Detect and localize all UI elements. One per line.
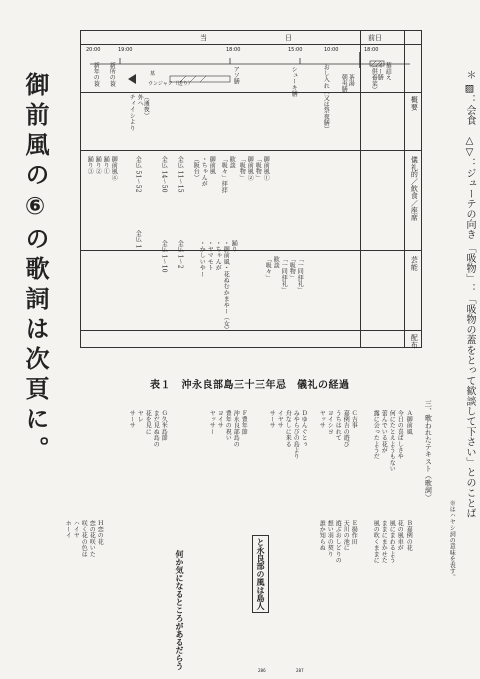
lyric-line: まだ見ぬ島の — [152, 410, 160, 448]
event-label: おし入れ（又は祭夜膳） — [322, 64, 330, 133]
day-label-mid: 日 — [285, 34, 292, 42]
lyric-line: 風にまわるよう — [388, 520, 396, 564]
lyric-line: 露に会ったようだ — [372, 410, 380, 460]
handwritten-note: 御前風の⑥の歌詞は次頁に。 — [21, 72, 49, 466]
lyric-line: ヤッサ — [318, 410, 326, 429]
lyric-title: Ｅ揚作田 — [350, 520, 358, 545]
lyric-line: 遊ぶおしどりの — [334, 520, 342, 564]
lyric-line: 天川の池に — [342, 520, 350, 551]
header-note: ＊ ▨：会食 △▽：ジューテの向き 「吸物」：「吸物の蓋をとって歓談して下さい」とのことば — [464, 70, 475, 519]
song-entry: 御前風② — [246, 156, 254, 181]
lyric-line: 蕾んでいる花が — [380, 410, 388, 454]
page-number-left: 286 — [258, 668, 266, 673]
lyric-line: 風の吹くままに — [372, 520, 380, 564]
song-entry: 全広 11～15 — [176, 156, 184, 193]
song-entry: 踊り③ — [86, 156, 94, 175]
lyric-line: 想い羽の契り — [326, 520, 334, 558]
lyric-title: Ｈ恋の花 — [96, 520, 104, 545]
event-label: 墓 — [150, 71, 156, 77]
song-entry: 全広 51～52 — [134, 156, 142, 193]
lyric-title: Ａ御前風 — [405, 410, 413, 435]
song-entry: 「吸々」拝拝 — [220, 156, 228, 194]
song-entry: ・かしいやー — [198, 240, 206, 278]
day-label-1: 前日 — [368, 34, 382, 42]
time-label: 15:00 — [288, 47, 303, 53]
section-title: 三、歌われたテキスト（歌詞） — [424, 400, 433, 501]
time-label: 10:00 — [324, 47, 339, 53]
row-header-summary: 概要 — [410, 96, 419, 111]
event-label: （供養菜） — [370, 62, 378, 93]
lyric-line: 花の風車が — [396, 520, 404, 551]
event-label: 茶湯 — [347, 74, 355, 87]
event-label: ウンジャク（送り） — [148, 81, 193, 87]
item-label: 新所の蓑 — [108, 62, 116, 87]
song-entry: 踊り — [230, 240, 238, 253]
lyric-title: Ｆ豊年節 — [240, 410, 248, 435]
right-note: ※はハヤシ詞の意味を表す。 — [448, 500, 456, 581]
time-label: 18:00 — [226, 47, 241, 53]
song-entry: 「一同拝礼」 — [280, 256, 288, 294]
song-entry: 全広 14～50 — [160, 156, 168, 193]
lyric-line: ままにまかせた — [380, 520, 388, 564]
lyric-line: 舟なしに来る — [284, 410, 292, 448]
song-entry: 全広 1 — [134, 230, 142, 249]
song-entry: 歓談 — [228, 156, 236, 169]
row-header-music: 芸能 — [410, 256, 419, 271]
time-label: 20:00 — [86, 47, 101, 53]
song-entry: 「吸物」 — [238, 156, 246, 181]
event-label: 朝夷膳 — [340, 74, 348, 93]
lyric-title: Ｃ吉事 — [350, 410, 358, 429]
song-entry: 全広 1～2 — [176, 240, 184, 269]
song-entry: 全広 1～10 — [160, 240, 168, 273]
lyric-line: ハイヤ — [72, 520, 80, 539]
lyric-line: 沖永良部島の — [232, 410, 240, 448]
handwritten-bottom-note: 何か気になるところがあるだらう — [175, 550, 184, 670]
lyric-line: 今日の喜ばしさや — [396, 410, 404, 460]
song-entry: 「吸々」 — [264, 256, 272, 281]
lyric-line: 嘉例吉の遊び — [342, 410, 350, 448]
lyric-line: 何にたとえようもない — [388, 410, 396, 472]
lyric-title: Ｇ久米島節 — [160, 410, 168, 441]
lyric-line: うちはれて — [334, 410, 342, 441]
lyric-line: 花を見に — [144, 410, 152, 435]
song-entry: 踊り② — [94, 156, 102, 175]
item-label: チィイシより — [128, 94, 136, 132]
item-label: 新年の蓑 — [92, 62, 100, 87]
event-label: イー膳 — [376, 62, 384, 81]
row-header-layout: 配布 — [410, 334, 419, 349]
song-entry: 「吸物」 — [288, 256, 296, 281]
song-entry: 「一同拝礼」 — [296, 256, 304, 294]
lyric-line: 恋の花咲いた — [88, 520, 96, 558]
lyric-line: イヤサ — [276, 410, 284, 429]
lyric-line: ヨイサ — [216, 410, 224, 429]
lyric-title: Ｄゆんぐとぅ — [300, 410, 308, 448]
song-entry: 御前風 — [208, 156, 216, 175]
event-label: 墓詰え — [384, 62, 392, 81]
lyric-line: ヤッサー — [208, 410, 216, 435]
lyric-line: 咲く花の色は — [80, 520, 88, 558]
lyric-line: 誰か知らぬ — [318, 520, 326, 551]
table-caption: 表１ 沖永良部島三十三年忌 儀礼の経過 — [150, 380, 350, 391]
song-entry: 踊り① — [102, 156, 110, 175]
song-entry: 「吸物」 — [254, 156, 262, 181]
song-entry: ・ちゃんが — [200, 156, 208, 187]
event-label: アソ膳 — [232, 66, 240, 85]
lyric-line: サーサ — [128, 410, 136, 429]
lyric-title: Ｂ嘉例の花 — [405, 520, 413, 551]
song-entry: 御前風① — [262, 156, 270, 181]
song-entry: ・御前風・花ぬむかまやー（女） — [222, 240, 230, 333]
song-entry: ・ヤマモト — [206, 240, 214, 271]
day-label-2: 当 — [200, 34, 207, 42]
song-entry: （阪台） — [192, 156, 200, 181]
song-entry: 歓談 — [272, 256, 280, 269]
row-header-roles: 儀礼的／飲食／座席 — [410, 156, 419, 221]
time-label: 19:00 — [118, 47, 133, 53]
song-entry: 御前風④ — [110, 156, 118, 181]
lyric-line: サーサ — [268, 410, 276, 429]
page-number-right: 287 — [296, 668, 304, 673]
event-label: シューキ膳 — [290, 66, 298, 97]
time-label: 18:00 — [364, 47, 379, 53]
lyric-line: ホーイ — [64, 520, 72, 539]
lyric-line: ヨイシヨ — [326, 410, 334, 435]
item-label: 外へ — [136, 94, 144, 107]
lyric-line: ヤレ — [136, 410, 144, 423]
lyric-line: みやらびの島より — [292, 410, 300, 460]
song-entry: ・ちゃんが — [214, 240, 222, 271]
lyric-line: 豊年の祝い — [224, 410, 232, 441]
item-label: （通夜） — [142, 94, 150, 119]
handwritten-boxed-note: と永良部の風は島人 — [252, 535, 269, 613]
